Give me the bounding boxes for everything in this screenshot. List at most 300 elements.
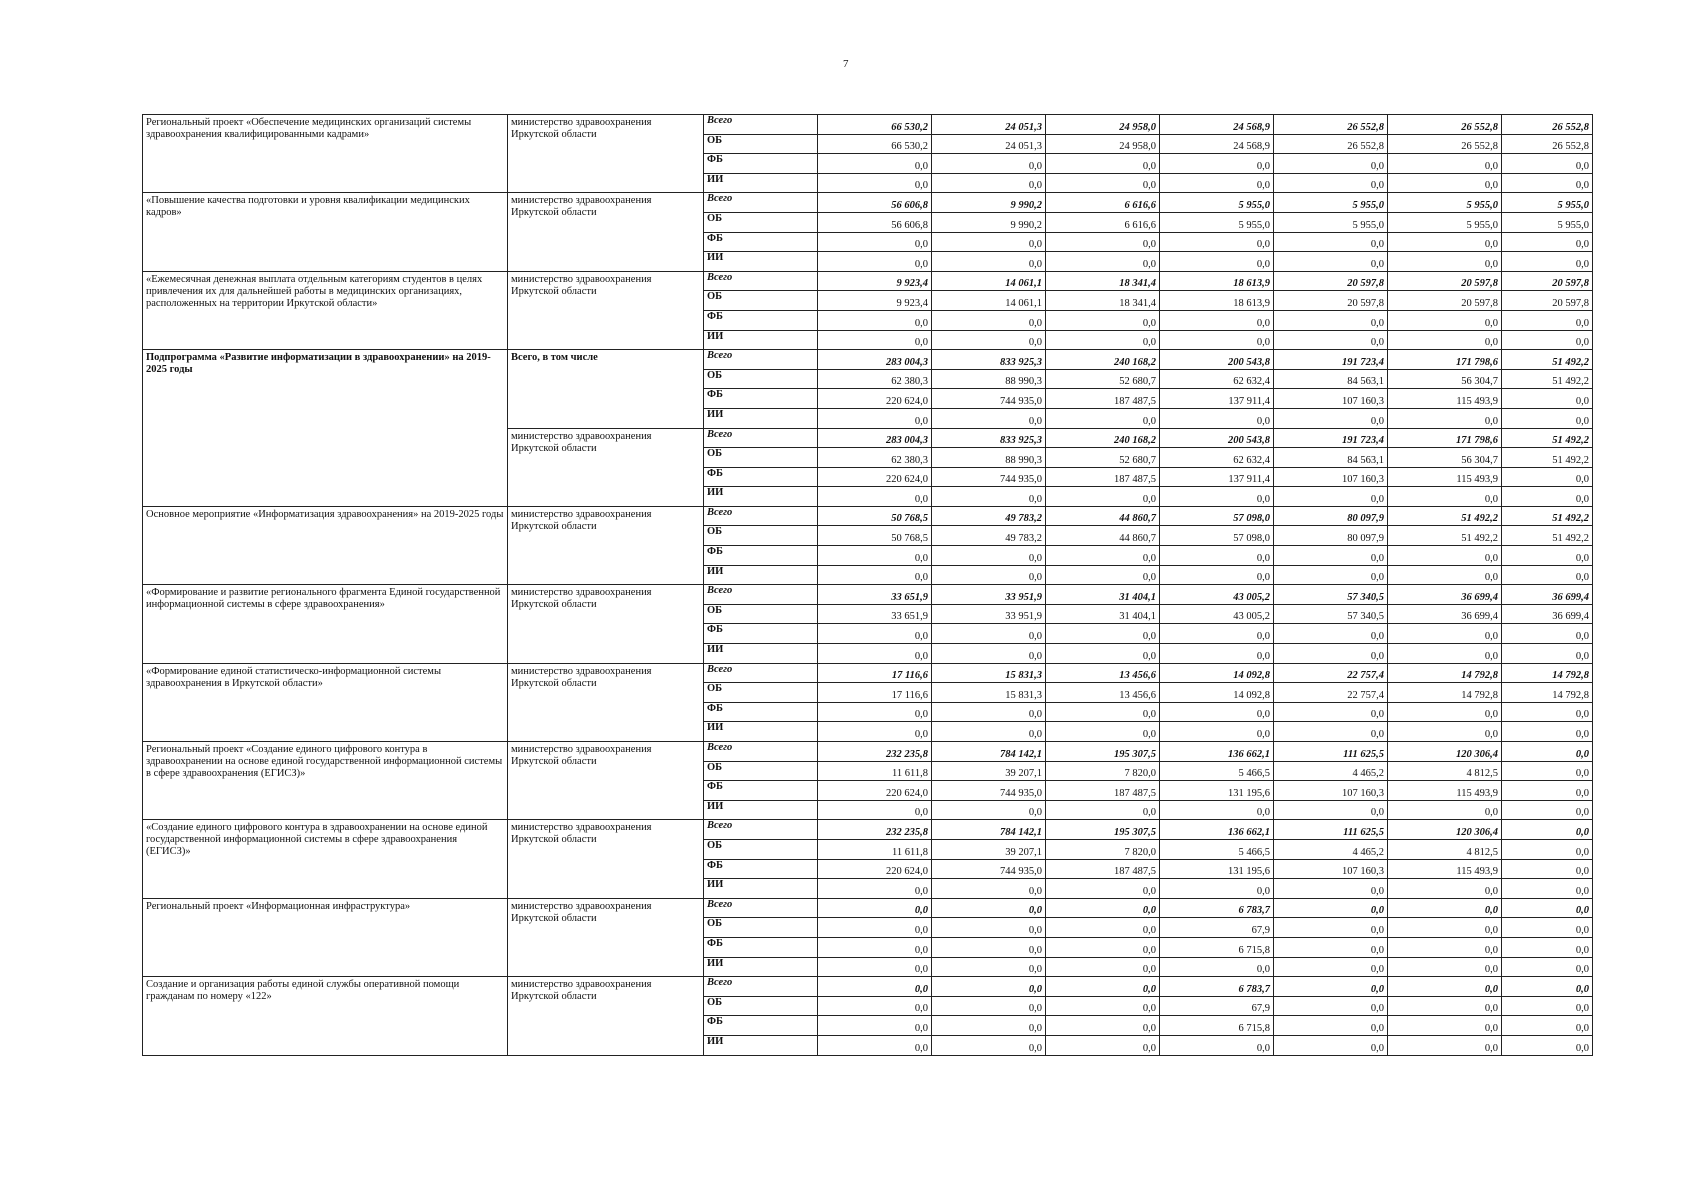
amount-cell: 88 990,3 [932,448,1046,468]
amount-cell: 0,0 [1502,624,1593,644]
amount-cell: 0,0 [1502,232,1593,252]
amount-cell: 14 792,8 [1388,663,1502,683]
amount-cell: 0,0 [1274,957,1388,977]
amount-cell: 0,0 [1046,565,1160,585]
amount-cell: 62 380,3 [818,448,932,468]
amount-cell: 33 651,9 [818,585,932,605]
amount-cell: 0,0 [1502,252,1593,272]
amount-cell: 0,0 [1160,879,1274,899]
amount-cell: 0,0 [1274,565,1388,585]
funding-source: Всего [704,506,818,526]
amount-cell: 0,0 [1274,310,1388,330]
funding-source: ОБ [704,291,818,311]
amount-cell: 26 552,8 [1502,134,1593,154]
funding-source: ФБ [704,781,818,801]
amount-cell: 0,0 [818,546,932,566]
amount-cell: 14 092,8 [1160,683,1274,703]
measure-name: «Формирование и развитие регионального фрагмента Единой государственной информационной системы в сфере здравоохранения» [143,585,508,663]
amount-cell: 107 160,3 [1274,781,1388,801]
amount-cell: 744 935,0 [932,467,1046,487]
amount-cell: 0,0 [1046,879,1160,899]
amount-cell: 13 456,6 [1046,683,1160,703]
amount-cell: 0,0 [1160,173,1274,193]
amount-cell: 0,0 [1160,565,1274,585]
funding-source: ФБ [704,937,818,957]
amount-cell: 0,0 [818,702,932,722]
amount-cell: 0,0 [932,644,1046,664]
measure-name: «Ежемесячная денежная выплата отдельным категориям студентов в целях привлечения их для дальнейшей работы в медицинских организациях, расположенных на территории Иркутской области» [143,271,508,349]
amount-cell: 11 611,8 [818,761,932,781]
amount-cell: 0,0 [818,1016,932,1036]
amount-cell: 0,0 [932,1016,1046,1036]
amount-cell: 17 116,6 [818,663,932,683]
amount-cell: 0,0 [1388,937,1502,957]
amount-cell: 115 493,9 [1388,389,1502,409]
amount-cell: 36 699,4 [1502,604,1593,624]
amount-cell: 0,0 [1502,781,1593,801]
amount-cell: 0,0 [818,898,932,918]
amount-cell: 14 061,1 [932,271,1046,291]
amount-cell: 15 831,3 [932,663,1046,683]
amount-cell: 0,0 [1046,1016,1160,1036]
amount-cell: 111 625,5 [1274,742,1388,762]
amount-cell: 0,0 [1274,624,1388,644]
amount-cell: 57 340,5 [1274,585,1388,605]
funding-source: Всего [704,663,818,683]
amount-cell: 0,0 [1502,977,1593,997]
amount-cell: 0,0 [1160,644,1274,664]
amount-cell: 833 925,3 [932,350,1046,370]
amount-cell: 0,0 [1046,937,1160,957]
amount-cell: 39 207,1 [932,839,1046,859]
amount-cell: 14 061,1 [932,291,1046,311]
measure-name: Региональный проект «Информационная инфраструктура» [143,898,508,976]
amount-cell: 0,0 [932,624,1046,644]
amount-cell: 0,0 [1388,800,1502,820]
funding-source: ОБ [704,918,818,938]
funding-source: Всего [704,115,818,135]
amount-cell: 5 955,0 [1160,193,1274,213]
amount-cell: 0,0 [932,1035,1046,1055]
amount-cell: 0,0 [932,565,1046,585]
amount-cell: 0,0 [818,487,932,507]
amount-cell: 36 699,4 [1388,604,1502,624]
funding-source: ФБ [704,467,818,487]
amount-cell: 33 951,9 [932,604,1046,624]
amount-cell: 0,0 [1274,173,1388,193]
funding-source: Всего [704,428,818,448]
table-row [143,271,1593,291]
amount-cell: 7 820,0 [1046,839,1160,859]
amount-cell: 0,0 [1388,879,1502,899]
table-row [143,898,1593,918]
amount-cell: 20 597,8 [1502,291,1593,311]
table-row [143,350,1593,370]
amount-cell: 0,0 [1502,859,1593,879]
amount-cell: 22 757,4 [1274,663,1388,683]
amount-cell: 220 624,0 [818,781,932,801]
funding-source: ИИ [704,330,818,350]
amount-cell: 115 493,9 [1388,859,1502,879]
amount-cell: 0,0 [1388,232,1502,252]
amount-cell: 0,0 [932,996,1046,1016]
amount-cell: 0,0 [1160,722,1274,742]
amount-cell: 39 207,1 [932,761,1046,781]
amount-cell: 220 624,0 [818,859,932,879]
amount-cell: 107 160,3 [1274,389,1388,409]
amount-cell: 6 616,6 [1046,193,1160,213]
amount-cell: 51 492,2 [1502,506,1593,526]
amount-cell: 0,0 [1502,546,1593,566]
amount-cell: 784 142,1 [932,742,1046,762]
amount-cell: 0,0 [1502,742,1593,762]
amount-cell: 14 092,8 [1160,663,1274,683]
funding-source: Всего [704,350,818,370]
amount-cell: 0,0 [1388,644,1502,664]
amount-cell: 187 487,5 [1046,467,1160,487]
amount-cell: 0,0 [1388,1016,1502,1036]
amount-cell: 0,0 [1502,820,1593,840]
budget-table [142,114,1593,1056]
amount-cell: 136 662,1 [1160,742,1274,762]
amount-cell: 784 142,1 [932,820,1046,840]
amount-cell: 0,0 [932,879,1046,899]
measure-name: Подпрограмма «Развитие информатизации в здравоохранении» на 2019-2025 годы [143,350,508,507]
amount-cell: 0,0 [1160,624,1274,644]
amount-cell: 14 792,8 [1502,663,1593,683]
funding-source: ФБ [704,546,818,566]
amount-cell: 80 097,9 [1274,506,1388,526]
funding-source: ИИ [704,722,818,742]
measure-name: Основное мероприятие «Информатизация здравоохранения» на 2019-2025 годы [143,506,508,584]
executor: министерство здравоохранения Иркутской области [508,585,704,663]
amount-cell: 0,0 [932,918,1046,938]
amount-cell: 220 624,0 [818,467,932,487]
amount-cell: 49 783,2 [932,506,1046,526]
amount-cell: 0,0 [1388,173,1502,193]
executor: министерство здравоохранения Иркутской области [508,977,704,1055]
amount-cell: 31 404,1 [1046,585,1160,605]
amount-cell: 0,0 [1274,232,1388,252]
amount-cell: 9 923,4 [818,291,932,311]
table-row [143,193,1593,213]
funding-source: ИИ [704,487,818,507]
funding-source: Всего [704,898,818,918]
amount-cell: 0,0 [1388,722,1502,742]
amount-cell: 136 662,1 [1160,820,1274,840]
amount-cell: 0,0 [1046,977,1160,997]
funding-source: ОБ [704,604,818,624]
executor: министерство здравоохранения Иркутской области [508,271,704,349]
amount-cell: 0,0 [1046,252,1160,272]
amount-cell: 43 005,2 [1160,604,1274,624]
amount-cell: 195 307,5 [1046,742,1160,762]
amount-cell: 43 005,2 [1160,585,1274,605]
amount-cell: 283 004,3 [818,428,932,448]
amount-cell: 0,0 [1274,977,1388,997]
amount-cell: 5 955,0 [1388,212,1502,232]
amount-cell: 0,0 [1046,1035,1160,1055]
table-row [143,820,1593,840]
table-row [143,977,1593,997]
amount-cell: 240 168,2 [1046,428,1160,448]
amount-cell: 14 792,8 [1388,683,1502,703]
amount-cell: 0,0 [1274,937,1388,957]
amount-cell: 0,0 [1046,996,1160,1016]
amount-cell: 52 680,7 [1046,369,1160,389]
amount-cell: 51 492,2 [1502,350,1593,370]
amount-cell: 0,0 [1274,644,1388,664]
amount-cell: 0,0 [932,310,1046,330]
amount-cell: 44 860,7 [1046,506,1160,526]
amount-cell: 26 552,8 [1388,115,1502,135]
amount-cell: 240 168,2 [1046,350,1160,370]
amount-cell: 18 613,9 [1160,291,1274,311]
amount-cell: 80 097,9 [1274,526,1388,546]
funding-source: ФБ [704,310,818,330]
funding-source: Всего [704,742,818,762]
amount-cell: 50 768,5 [818,526,932,546]
funding-source: Всего [704,193,818,213]
amount-cell: 0,0 [932,800,1046,820]
amount-cell: 0,0 [818,565,932,585]
amount-cell: 0,0 [818,408,932,428]
measure-name: Создание и организация работы единой службы оперативной помощи гражданам по номеру «122» [143,977,508,1055]
funding-source: ИИ [704,879,818,899]
amount-cell: 9 990,2 [932,193,1046,213]
amount-cell: 26 552,8 [1502,115,1593,135]
amount-cell: 15 831,3 [932,683,1046,703]
amount-cell: 51 492,2 [1388,506,1502,526]
table-body [143,115,1593,1056]
amount-cell: 0,0 [1502,800,1593,820]
amount-cell: 0,0 [1160,408,1274,428]
amount-cell: 0,0 [1388,996,1502,1016]
amount-cell: 171 798,6 [1388,350,1502,370]
amount-cell: 232 235,8 [818,820,932,840]
amount-cell: 0,0 [1160,1035,1274,1055]
funding-source: ОБ [704,839,818,859]
amount-cell: 9 990,2 [932,212,1046,232]
amount-cell: 191 723,4 [1274,350,1388,370]
amount-cell: 0,0 [1046,546,1160,566]
amount-cell: 0,0 [1160,487,1274,507]
amount-cell: 33 951,9 [932,585,1046,605]
table-row [143,663,1593,683]
amount-cell: 0,0 [1046,722,1160,742]
amount-cell: 0,0 [1274,546,1388,566]
amount-cell: 131 195,6 [1160,859,1274,879]
amount-cell: 0,0 [1502,154,1593,174]
amount-cell: 52 680,7 [1046,448,1160,468]
amount-cell: 62 632,4 [1160,369,1274,389]
amount-cell: 0,0 [932,546,1046,566]
funding-source: ФБ [704,389,818,409]
amount-cell: 0,0 [818,624,932,644]
amount-cell: 0,0 [1388,310,1502,330]
amount-cell: 0,0 [1502,1016,1593,1036]
measure-name: Региональный проект «Обеспечение медицинских организаций системы здравоохранения квалифицированными кадрами» [143,115,508,193]
amount-cell: 0,0 [818,800,932,820]
executor: министерство здравоохранения Иркутской области [508,428,704,506]
amount-cell: 84 563,1 [1274,448,1388,468]
amount-cell: 0,0 [1388,252,1502,272]
amount-cell: 0,0 [1160,154,1274,174]
amount-cell: 0,0 [1046,173,1160,193]
funding-source: ОБ [704,761,818,781]
amount-cell: 7 820,0 [1046,761,1160,781]
amount-cell: 0,0 [1388,154,1502,174]
amount-cell: 6 783,7 [1160,898,1274,918]
amount-cell: 0,0 [932,722,1046,742]
amount-cell: 20 597,8 [1388,291,1502,311]
amount-cell: 137 911,4 [1160,389,1274,409]
amount-cell: 0,0 [1502,996,1593,1016]
table-row [143,585,1593,605]
amount-cell: 20 597,8 [1274,271,1388,291]
amount-cell: 0,0 [818,879,932,899]
amount-cell: 0,0 [932,330,1046,350]
amount-cell: 0,0 [1502,839,1593,859]
amount-cell: 115 493,9 [1388,781,1502,801]
amount-cell: 0,0 [818,154,932,174]
amount-cell: 0,0 [1274,879,1388,899]
amount-cell: 0,0 [1046,918,1160,938]
amount-cell: 22 757,4 [1274,683,1388,703]
amount-cell: 0,0 [1502,330,1593,350]
amount-cell: 6 715,8 [1160,1016,1274,1036]
amount-cell: 5 955,0 [1274,193,1388,213]
amount-cell: 0,0 [932,154,1046,174]
funding-source: ИИ [704,173,818,193]
amount-cell: 0,0 [1160,800,1274,820]
measure-name: «Создание единого цифрового контура в здравоохранении на основе единой государственной информационной системы в сфере здравоохранения (ЕГИСЗ)» [143,820,508,898]
amount-cell: 0,0 [818,722,932,742]
amount-cell: 0,0 [1160,310,1274,330]
amount-cell: 0,0 [1388,546,1502,566]
amount-cell: 51 492,2 [1502,428,1593,448]
funding-source: ОБ [704,369,818,389]
amount-cell: 0,0 [1046,702,1160,722]
amount-cell: 62 632,4 [1160,448,1274,468]
amount-cell: 51 492,2 [1502,448,1593,468]
amount-cell: 744 935,0 [932,781,1046,801]
amount-cell: 0,0 [1274,918,1388,938]
amount-cell: 6 715,8 [1160,937,1274,957]
amount-cell: 0,0 [932,957,1046,977]
funding-source: ИИ [704,1035,818,1055]
amount-cell: 18 341,4 [1046,291,1160,311]
amount-cell: 0,0 [1502,761,1593,781]
amount-cell: 0,0 [1160,330,1274,350]
funding-source: ИИ [704,800,818,820]
amount-cell: 18 613,9 [1160,271,1274,291]
executor: министерство здравоохранения Иркутской области [508,820,704,898]
amount-cell: 20 597,8 [1274,291,1388,311]
table-row [143,506,1593,526]
amount-cell: 0,0 [1274,408,1388,428]
funding-source: ФБ [704,1016,818,1036]
amount-cell: 0,0 [1160,252,1274,272]
amount-cell: 0,0 [1502,408,1593,428]
amount-cell: 0,0 [1046,330,1160,350]
amount-cell: 0,0 [818,232,932,252]
amount-cell: 0,0 [1274,996,1388,1016]
amount-cell: 0,0 [1502,702,1593,722]
amount-cell: 24 568,9 [1160,115,1274,135]
amount-cell: 187 487,5 [1046,781,1160,801]
amount-cell: 0,0 [1388,1035,1502,1055]
funding-source: ОБ [704,134,818,154]
amount-cell: 0,0 [932,487,1046,507]
amount-cell: 0,0 [818,996,932,1016]
amount-cell: 24 051,3 [932,134,1046,154]
amount-cell: 0,0 [818,644,932,664]
amount-cell: 57 098,0 [1160,506,1274,526]
amount-cell: 36 699,4 [1502,585,1593,605]
amount-cell: 191 723,4 [1274,428,1388,448]
funding-source: Всего [704,977,818,997]
amount-cell: 13 456,6 [1046,663,1160,683]
amount-cell: 20 597,8 [1388,271,1502,291]
amount-cell: 0,0 [932,898,1046,918]
amount-cell: 120 306,4 [1388,742,1502,762]
amount-cell: 5 955,0 [1502,193,1593,213]
amount-cell: 0,0 [1046,624,1160,644]
funding-source: Всего [704,585,818,605]
amount-cell: 0,0 [1388,330,1502,350]
amount-cell: 0,0 [818,173,932,193]
amount-cell: 744 935,0 [932,859,1046,879]
amount-cell: 200 543,8 [1160,428,1274,448]
amount-cell: 14 792,8 [1502,683,1593,703]
funding-source: ФБ [704,154,818,174]
amount-cell: 4 812,5 [1388,761,1502,781]
measure-name: Региональный проект «Создание единого цифрового контура в здравоохранении на основе единой государственной информационной системы в сфере здравоохранения (ЕГИСЗ)» [143,742,508,820]
amount-cell: 4 812,5 [1388,839,1502,859]
amount-cell: 0,0 [818,918,932,938]
amount-cell: 0,0 [818,957,932,977]
amount-cell: 0,0 [1502,957,1593,977]
amount-cell: 0,0 [1046,898,1160,918]
amount-cell: 84 563,1 [1274,369,1388,389]
amount-cell: 5 955,0 [1274,212,1388,232]
amount-cell: 51 492,2 [1502,526,1593,546]
amount-cell: 56 304,7 [1388,369,1502,389]
funding-source: Всего [704,271,818,291]
amount-cell: 56 606,8 [818,193,932,213]
amount-cell: 120 306,4 [1388,820,1502,840]
amount-cell: 107 160,3 [1274,859,1388,879]
amount-cell: 107 160,3 [1274,467,1388,487]
amount-cell: 0,0 [818,1035,932,1055]
executor: министерство здравоохранения Иркутской области [508,742,704,820]
amount-cell: 50 768,5 [818,506,932,526]
funding-source: ИИ [704,408,818,428]
amount-cell: 0,0 [818,937,932,957]
amount-cell: 0,0 [1388,957,1502,977]
amount-cell: 0,0 [1388,487,1502,507]
amount-cell: 66 530,2 [818,115,932,135]
amount-cell: 0,0 [1274,898,1388,918]
amount-cell: 0,0 [1502,565,1593,585]
executor: министерство здравоохранения Иркутской области [508,193,704,271]
amount-cell: 0,0 [1160,546,1274,566]
amount-cell: 0,0 [1502,898,1593,918]
amount-cell: 62 380,3 [818,369,932,389]
amount-cell: 0,0 [1502,644,1593,664]
amount-cell: 0,0 [1046,232,1160,252]
